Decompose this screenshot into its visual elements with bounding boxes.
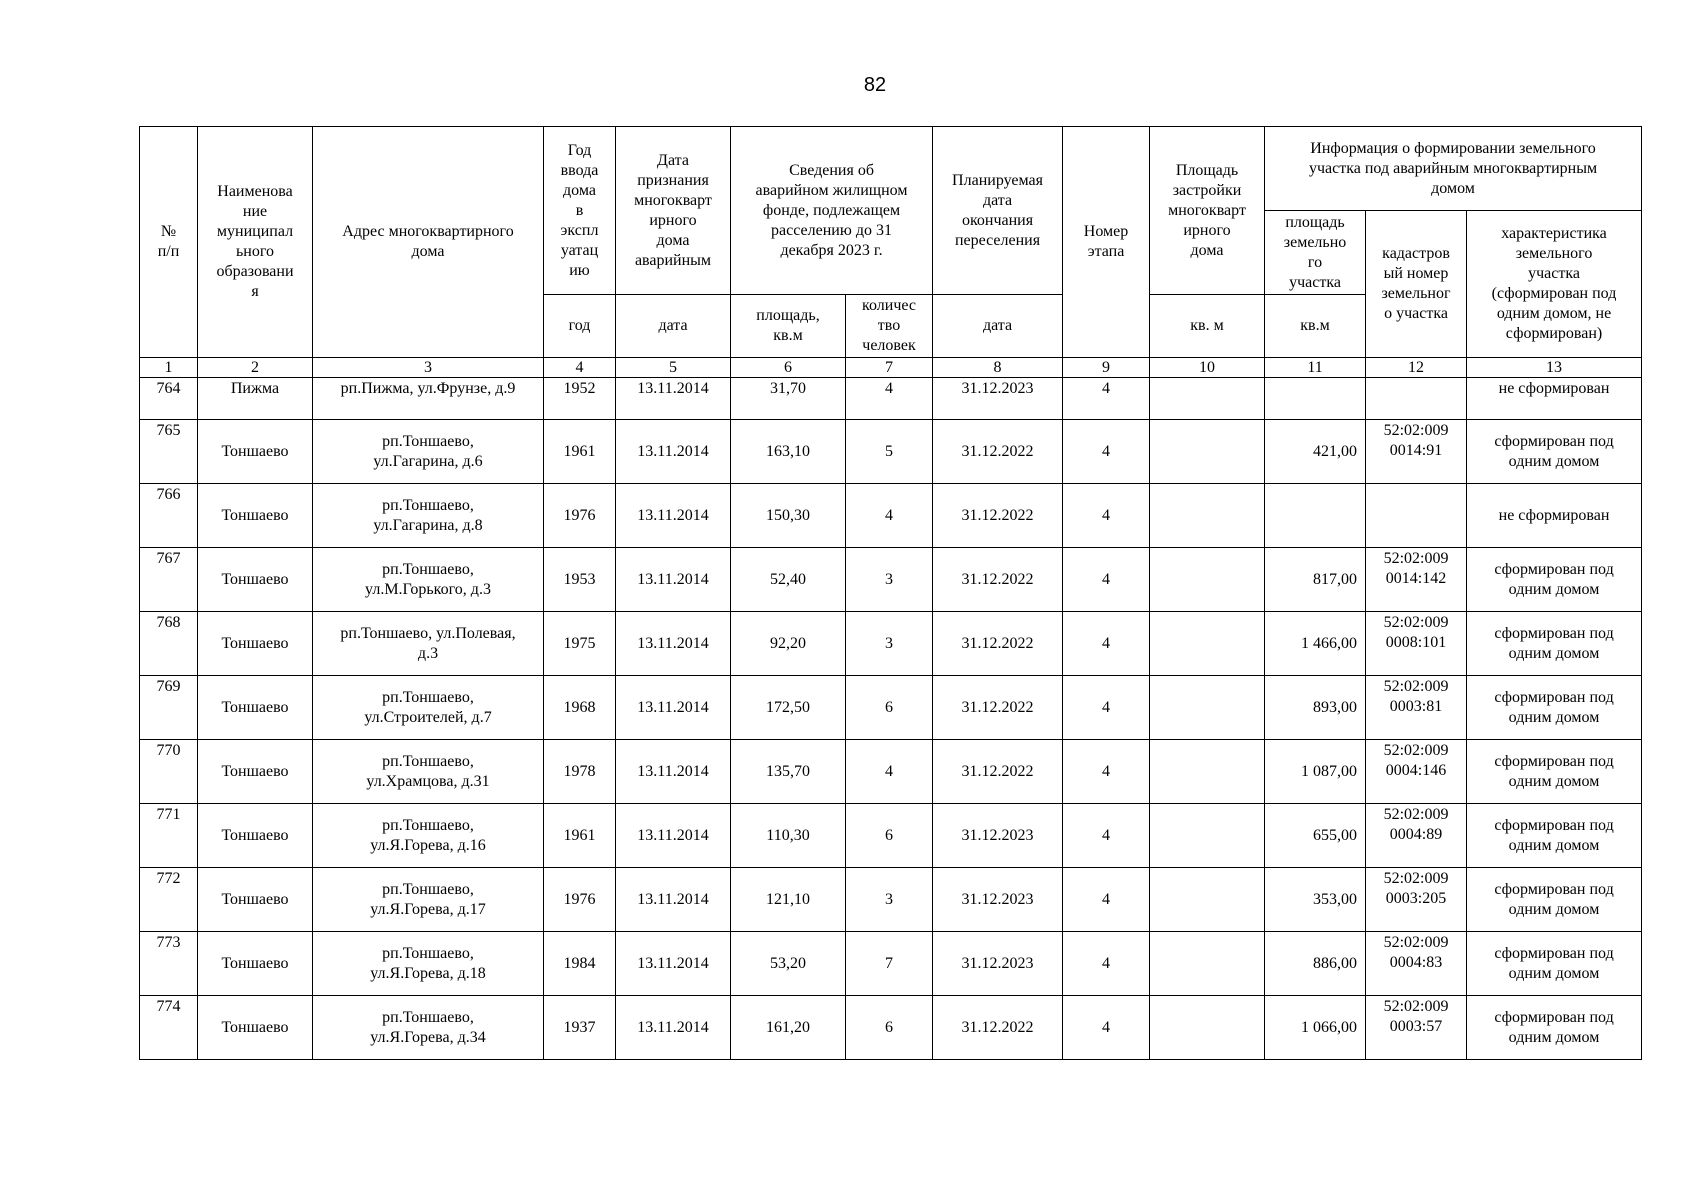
header-land-status: характеристика земельного участка (сформирован под одним домом, не сформирован)	[1467, 211, 1642, 358]
cell-people: 6	[846, 804, 933, 868]
table-row	[140, 420, 1642, 484]
cell-area: 163,10	[731, 420, 846, 484]
cell-land-status: сформирован под одним домом	[1467, 740, 1642, 804]
cell-land-status: сформирован под одним домом	[1467, 420, 1642, 484]
cell-recognition-date: 13.11.2014	[616, 932, 731, 996]
cell-year: 1978	[544, 740, 616, 804]
cell-building-area	[1150, 996, 1265, 1060]
cell-recognition-date: 13.11.2014	[616, 548, 731, 612]
cell-land-area: 353,00	[1265, 868, 1366, 932]
cell-cadastral-number	[1366, 484, 1467, 548]
cell-area: 121,10	[731, 868, 846, 932]
cell-building-area	[1150, 548, 1265, 612]
header-housing-info: Сведения об аварийном жилищном фонде, подлежащем расселению до 31 декабря 2023 г.	[731, 127, 933, 295]
cell-area: 172,50	[731, 676, 846, 740]
col-num: 9	[1063, 358, 1150, 378]
cell-cadastral-number: 52:02:009 0014:91	[1366, 420, 1467, 484]
cell-municipality: Тоншаево	[198, 548, 313, 612]
cell-end-date: 31.12.2022	[933, 996, 1063, 1060]
cell-people: 3	[846, 612, 933, 676]
table-row	[140, 740, 1642, 804]
cell-people: 7	[846, 932, 933, 996]
cell-cadastral-number: 52:02:009 0008:101	[1366, 612, 1467, 676]
header-municipality: Наименова ние муниципал ьного образовани я	[198, 127, 313, 358]
cell-building-area	[1150, 804, 1265, 868]
header-planned-date: Планируемая дата окончания переселения	[933, 127, 1063, 295]
table-row	[140, 484, 1642, 548]
col-num: 13	[1467, 358, 1642, 378]
cell-year: 1961	[544, 420, 616, 484]
cell-year: 1976	[544, 484, 616, 548]
cell-year: 1961	[544, 804, 616, 868]
cell-number: 768	[140, 612, 198, 676]
col-num: 3	[313, 358, 544, 378]
header-recognition-date: Дата признания многокварт ирного дома аварийным	[616, 127, 731, 295]
cell-year: 1968	[544, 676, 616, 740]
cell-end-date: 31.12.2023	[933, 378, 1063, 420]
header-year: Год ввода дома в экспл уатац ию	[544, 127, 616, 295]
unit-date: дата	[616, 295, 731, 358]
cell-building-area	[1150, 932, 1265, 996]
cell-end-date: 31.12.2022	[933, 612, 1063, 676]
cell-recognition-date: 13.11.2014	[616, 420, 731, 484]
cell-number: 771	[140, 804, 198, 868]
cell-number: 769	[140, 676, 198, 740]
table-row	[140, 676, 1642, 740]
cell-cadastral-number: 52:02:009 0003:205	[1366, 868, 1467, 932]
cell-end-date: 31.12.2022	[933, 548, 1063, 612]
cell-recognition-date: 13.11.2014	[616, 804, 731, 868]
cell-building-area	[1150, 676, 1265, 740]
cell-stage: 4	[1063, 868, 1150, 932]
cell-area: 161,20	[731, 996, 846, 1060]
cell-building-area	[1150, 420, 1265, 484]
unit-people: количес тво человек	[846, 295, 933, 358]
cell-stage: 4	[1063, 420, 1150, 484]
cell-year: 1937	[544, 996, 616, 1060]
cell-stage: 4	[1063, 932, 1150, 996]
cell-address: рп.Тоншаево, ул.М.Горького, д.3	[313, 548, 544, 612]
cell-land-status: сформирован под одним домом	[1467, 548, 1642, 612]
cell-stage: 4	[1063, 378, 1150, 420]
cell-cadastral-number	[1366, 378, 1467, 420]
header-building-area: Площадь застройки многокварт ирного дома	[1150, 127, 1265, 295]
cell-area: 150,30	[731, 484, 846, 548]
table-row	[140, 868, 1642, 932]
cell-end-date: 31.12.2023	[933, 932, 1063, 996]
cell-end-date: 31.12.2023	[933, 804, 1063, 868]
cell-stage: 4	[1063, 484, 1150, 548]
cell-stage: 4	[1063, 996, 1150, 1060]
cell-number: 772	[140, 868, 198, 932]
cell-municipality: Тоншаево	[198, 484, 313, 548]
col-num: 4	[544, 358, 616, 378]
cell-municipality: Тоншаево	[198, 740, 313, 804]
header-land-info: Информация о формировании земельного участка под аварийным многоквартирным домом	[1265, 127, 1642, 211]
cell-end-date: 31.12.2022	[933, 676, 1063, 740]
cell-land-area	[1265, 378, 1366, 420]
cell-land-status: сформирован под одним домом	[1467, 996, 1642, 1060]
cell-address: рп.Тоншаево, ул.Я.Горева, д.16	[313, 804, 544, 868]
cell-cadastral-number: 52:02:009 0014:142	[1366, 548, 1467, 612]
cell-recognition-date: 13.11.2014	[616, 378, 731, 420]
cell-end-date: 31.12.2022	[933, 484, 1063, 548]
table-row	[140, 996, 1642, 1060]
cell-land-status: сформирован под одним домом	[1467, 676, 1642, 740]
cell-land-status: не сформирован	[1467, 378, 1642, 420]
cell-area: 92,20	[731, 612, 846, 676]
cell-area: 110,30	[731, 804, 846, 868]
cell-building-area	[1150, 612, 1265, 676]
unit-year: год	[544, 295, 616, 358]
cell-land-area: 893,00	[1265, 676, 1366, 740]
cell-recognition-date: 13.11.2014	[616, 996, 731, 1060]
table-row	[140, 932, 1642, 996]
cell-number: 765	[140, 420, 198, 484]
cell-land-status: сформирован под одним домом	[1467, 868, 1642, 932]
cell-address: рп.Тоншаево, ул.Я.Горева, д.17	[313, 868, 544, 932]
cell-address: рп.Тоншаево, ул.Храмцова, д.31	[313, 740, 544, 804]
cell-end-date: 31.12.2023	[933, 868, 1063, 932]
cell-cadastral-number: 52:02:009 0004:89	[1366, 804, 1467, 868]
cell-year: 1976	[544, 868, 616, 932]
cell-year: 1975	[544, 612, 616, 676]
table-row	[140, 804, 1642, 868]
col-num: 12	[1366, 358, 1467, 378]
cell-cadastral-number: 52:02:009 0004:146	[1366, 740, 1467, 804]
cell-number: 764	[140, 378, 198, 420]
cell-stage: 4	[1063, 804, 1150, 868]
cell-cadastral-number: 52:02:009 0003:81	[1366, 676, 1467, 740]
cell-land-status: не сформирован	[1467, 484, 1642, 548]
col-num: 2	[198, 358, 313, 378]
cell-cadastral-number: 52:02:009 0003:57	[1366, 996, 1467, 1060]
header-number: № п/п	[140, 127, 198, 358]
header-cadastral-number: кадастров ый номер земельног о участка	[1366, 211, 1467, 358]
cell-land-status: сформирован под одним домом	[1467, 932, 1642, 996]
cell-people: 6	[846, 996, 933, 1060]
unit-building-area: кв. м	[1150, 295, 1265, 358]
cell-address: рп.Тоншаево, ул.Строителей, д.7	[313, 676, 544, 740]
header-address: Адрес многоквартирного дома	[313, 127, 544, 358]
cell-municipality: Тоншаево	[198, 868, 313, 932]
cell-municipality: Тоншаево	[198, 612, 313, 676]
col-num: 11	[1265, 358, 1366, 378]
unit-land-area: кв.м	[1265, 295, 1366, 358]
table-row	[140, 378, 1642, 420]
cell-building-area	[1150, 484, 1265, 548]
cell-area: 53,20	[731, 932, 846, 996]
cell-recognition-date: 13.11.2014	[616, 612, 731, 676]
cell-people: 4	[846, 740, 933, 804]
cell-address: рп.Тоншаево, ул.Я.Горева, д.34	[313, 996, 544, 1060]
cell-people: 4	[846, 484, 933, 548]
cell-number: 770	[140, 740, 198, 804]
cell-recognition-date: 13.11.2014	[616, 484, 731, 548]
cell-land-area: 1 087,00	[1265, 740, 1366, 804]
cell-number: 767	[140, 548, 198, 612]
cell-municipality: Тоншаево	[198, 804, 313, 868]
cell-municipality: Тоншаево	[198, 676, 313, 740]
cell-area: 135,70	[731, 740, 846, 804]
cell-area: 31,70	[731, 378, 846, 420]
resettlement-table	[139, 126, 1642, 1060]
cell-address: рп.Пижма, ул.Фрунзе, д.9	[313, 378, 544, 420]
cell-land-area: 655,00	[1265, 804, 1366, 868]
cell-year: 1984	[544, 932, 616, 996]
cell-address: рп.Тоншаево, ул.Гагарина, д.8	[313, 484, 544, 548]
unit-end-date: дата	[933, 295, 1063, 358]
cell-end-date: 31.12.2022	[933, 420, 1063, 484]
cell-building-area	[1150, 868, 1265, 932]
cell-building-area	[1150, 378, 1265, 420]
cell-year: 1952	[544, 378, 616, 420]
cell-stage: 4	[1063, 612, 1150, 676]
cell-land-area: 817,00	[1265, 548, 1366, 612]
cell-stage: 4	[1063, 676, 1150, 740]
cell-people: 4	[846, 378, 933, 420]
cell-municipality: Пижма	[198, 378, 313, 420]
col-num: 10	[1150, 358, 1265, 378]
cell-land-area	[1265, 484, 1366, 548]
col-num: 6	[731, 358, 846, 378]
unit-area: площадь, кв.м	[731, 295, 846, 358]
cell-cadastral-number: 52:02:009 0004:83	[1366, 932, 1467, 996]
cell-number: 773	[140, 932, 198, 996]
cell-address: рп.Тоншаево, ул.Полевая, д.3	[313, 612, 544, 676]
col-num: 1	[140, 358, 198, 378]
cell-number: 766	[140, 484, 198, 548]
header-stage: Номер этапа	[1063, 127, 1150, 358]
page-number: 82	[863, 74, 887, 96]
cell-people: 3	[846, 868, 933, 932]
cell-land-area: 421,00	[1265, 420, 1366, 484]
header-land-area: площадь земельно го участка	[1265, 211, 1366, 295]
col-num: 7	[846, 358, 933, 378]
cell-year: 1953	[544, 548, 616, 612]
cell-recognition-date: 13.11.2014	[616, 868, 731, 932]
cell-land-status: сформирован под одним домом	[1467, 804, 1642, 868]
cell-land-area: 1 066,00	[1265, 996, 1366, 1060]
cell-municipality: Тоншаево	[198, 420, 313, 484]
cell-building-area	[1150, 740, 1265, 804]
cell-people: 5	[846, 420, 933, 484]
cell-people: 3	[846, 548, 933, 612]
cell-municipality: Тоншаево	[198, 932, 313, 996]
cell-area: 52,40	[731, 548, 846, 612]
cell-recognition-date: 13.11.2014	[616, 740, 731, 804]
cell-stage: 4	[1063, 548, 1150, 612]
col-num: 5	[616, 358, 731, 378]
cell-municipality: Тоншаево	[198, 996, 313, 1060]
cell-people: 6	[846, 676, 933, 740]
table-row	[140, 548, 1642, 612]
cell-end-date: 31.12.2022	[933, 740, 1063, 804]
cell-address: рп.Тоншаево, ул.Я.Горева, д.18	[313, 932, 544, 996]
table-row	[140, 612, 1642, 676]
cell-land-area: 1 466,00	[1265, 612, 1366, 676]
col-num: 8	[933, 358, 1063, 378]
cell-number: 774	[140, 996, 198, 1060]
cell-recognition-date: 13.11.2014	[616, 676, 731, 740]
cell-stage: 4	[1063, 740, 1150, 804]
cell-land-status: сформирован под одним домом	[1467, 612, 1642, 676]
cell-address: рп.Тоншаево, ул.Гагарина, д.6	[313, 420, 544, 484]
column-numbers-row	[140, 358, 1642, 378]
cell-land-area: 886,00	[1265, 932, 1366, 996]
